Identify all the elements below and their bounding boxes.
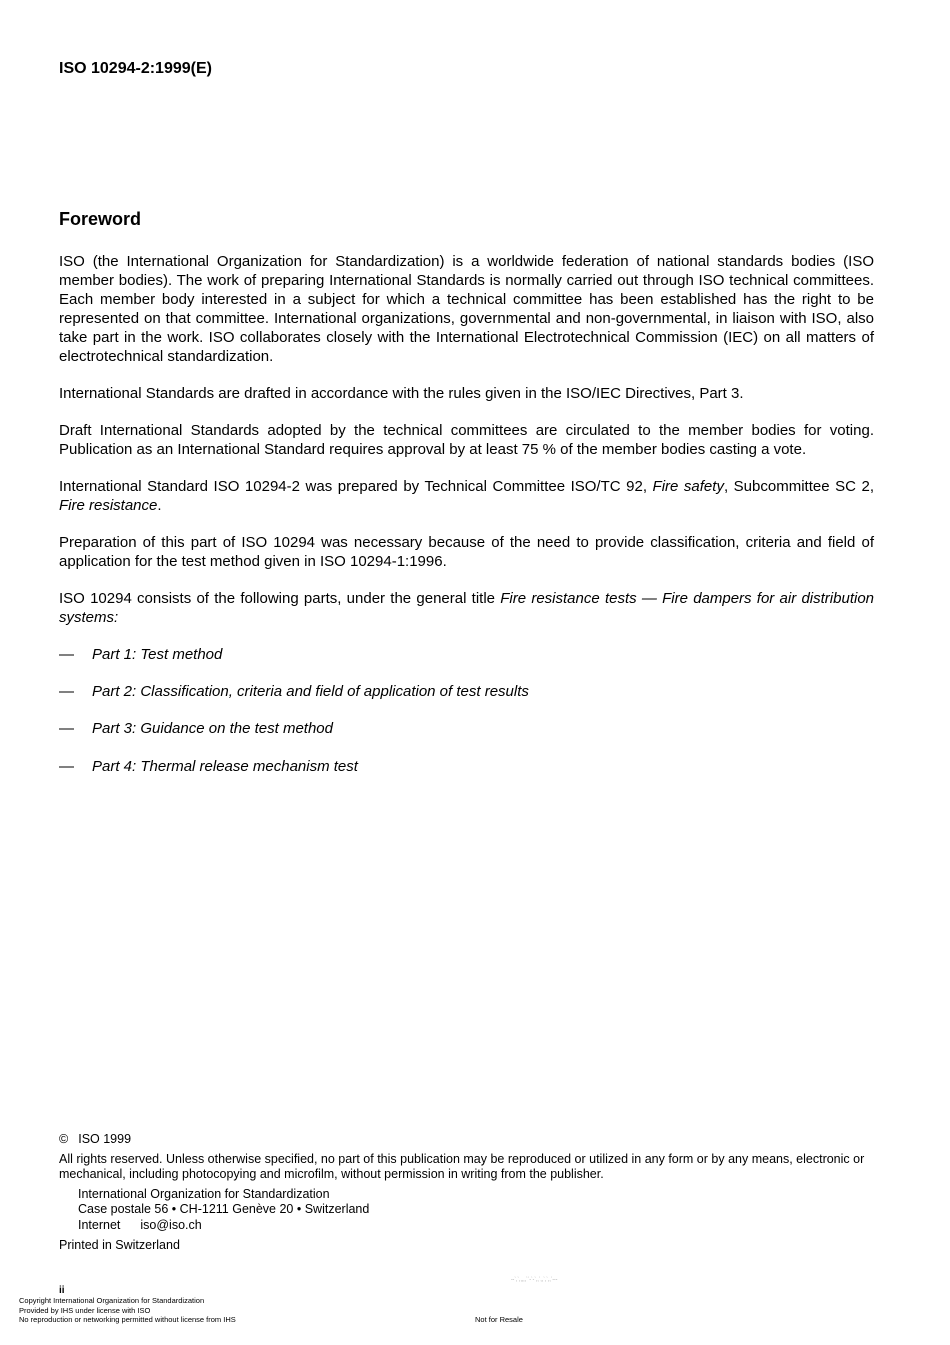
copyright-line <box>59 1132 131 1147</box>
foreword-paragraph-1: ISO (the International Organization for Standardization) is a worldwide federation of national standards bodies (ISO member bodies). The work of preparing International Standards is normally carried out through ISO technical committees. Each member body interested in a subject for which a technical committee has been established has the right to be represented on that committee. International organizations, governmental and non-governmental, in liaison with ISO, also take part in the work. ISO collaborates closely with the International Electrotechnical Commission (IEC) on all matters of electrotechnical standardization. <box>59 253 874 365</box>
iso-org-name: International Organization for Standardization <box>78 1187 330 1201</box>
list-item <box>59 682 529 701</box>
document-code: ISO 10294-2:1999(E) <box>59 60 212 77</box>
foreword-paragraph-2: International Standards are drafted in accordance with the rules given in the ISO/IEC Directives, Part 3. <box>59 385 744 402</box>
footer-copyright: Copyright International Organization for Standardization <box>19 1296 205 1305</box>
p4-fire-resistance: Fire resistance <box>59 497 158 514</box>
rights-statement: All rights reserved. Unless otherwise specified, no part of this publication may be reproduced or utilized in any form or by any means, electronic or mechanical, including photocopying and microfilm, without permission in writing from the publisher. <box>59 1152 865 1181</box>
list-item <box>59 719 333 738</box>
part-3-label: Part 3: Guidance on the test method <box>92 720 333 737</box>
foreword-paragraph-4 <box>59 477 874 515</box>
foreword-paragraph-3: Draft International Standards adopted by the technical committees are circulated to the member bodies for voting. Publication as an International Standard requires approval by at least 75 % of the member bodies casting a vote. <box>59 422 874 458</box>
part-4-label: Part 4: Thermal release mechanism test <box>92 758 358 775</box>
page-number: ii <box>59 1285 65 1296</box>
p4-fire-safety: Fire safety <box>652 478 724 495</box>
list-item <box>59 757 358 776</box>
iso-address: Case postale 56 • CH-1211 Genève 20 • Switzerland <box>78 1202 370 1216</box>
p4-text-a: International Standard ISO 10294-2 was prepared by Technical Committee ISO/TC 92, <box>59 478 653 495</box>
not-for-resale: Not for Resale <box>475 1315 523 1324</box>
p4-text-e: . <box>157 497 162 514</box>
internet-email[interactable]: iso@iso.ch <box>140 1218 202 1232</box>
footer-provided-by: Provided by IHS under license with ISO <box>19 1305 151 1315</box>
part-1-label: Part 1: Test method <box>92 646 223 663</box>
printed-in: Printed in Switzerland <box>59 1238 180 1252</box>
foreword-paragraph-6 <box>59 589 874 627</box>
part-2-label: Part 2: Classification, criteria and field of application of test results <box>92 683 529 700</box>
p6-text-a: ISO 10294 consists of the following parts, under the general title <box>59 590 501 607</box>
footer-license-block <box>19 1296 236 1325</box>
dash-bullet: — <box>59 683 74 700</box>
iso-internet <box>78 1218 202 1233</box>
copyright-symbol: © <box>59 1132 69 1146</box>
faint-footer-text: --`,`,,,,,``-`-`,,`,,`,`,,`--- <box>511 1277 558 1283</box>
copyright-year: ISO 1999 <box>78 1132 132 1146</box>
dash-bullet: — <box>59 758 74 775</box>
foreword-paragraph-5: Preparation of this part of ISO 10294 was necessary because of the need to provide classification, criteria and field of application for the test method given in ISO 10294-1:1996. <box>59 534 874 570</box>
p6-general-title: Fire resistance tests — Fire dampers for air distribution systems: <box>59 590 874 626</box>
foreword-heading: Foreword <box>59 209 142 229</box>
internet-label: Internet <box>78 1218 121 1232</box>
p4-text-c: , Subcommittee SC 2, <box>723 478 874 495</box>
footer-no-reproduction: No reproduction or networking permitted without license from IHS <box>19 1315 236 1324</box>
dash-bullet: — <box>59 646 74 663</box>
list-item <box>59 645 222 664</box>
dash-bullet: — <box>59 720 74 737</box>
